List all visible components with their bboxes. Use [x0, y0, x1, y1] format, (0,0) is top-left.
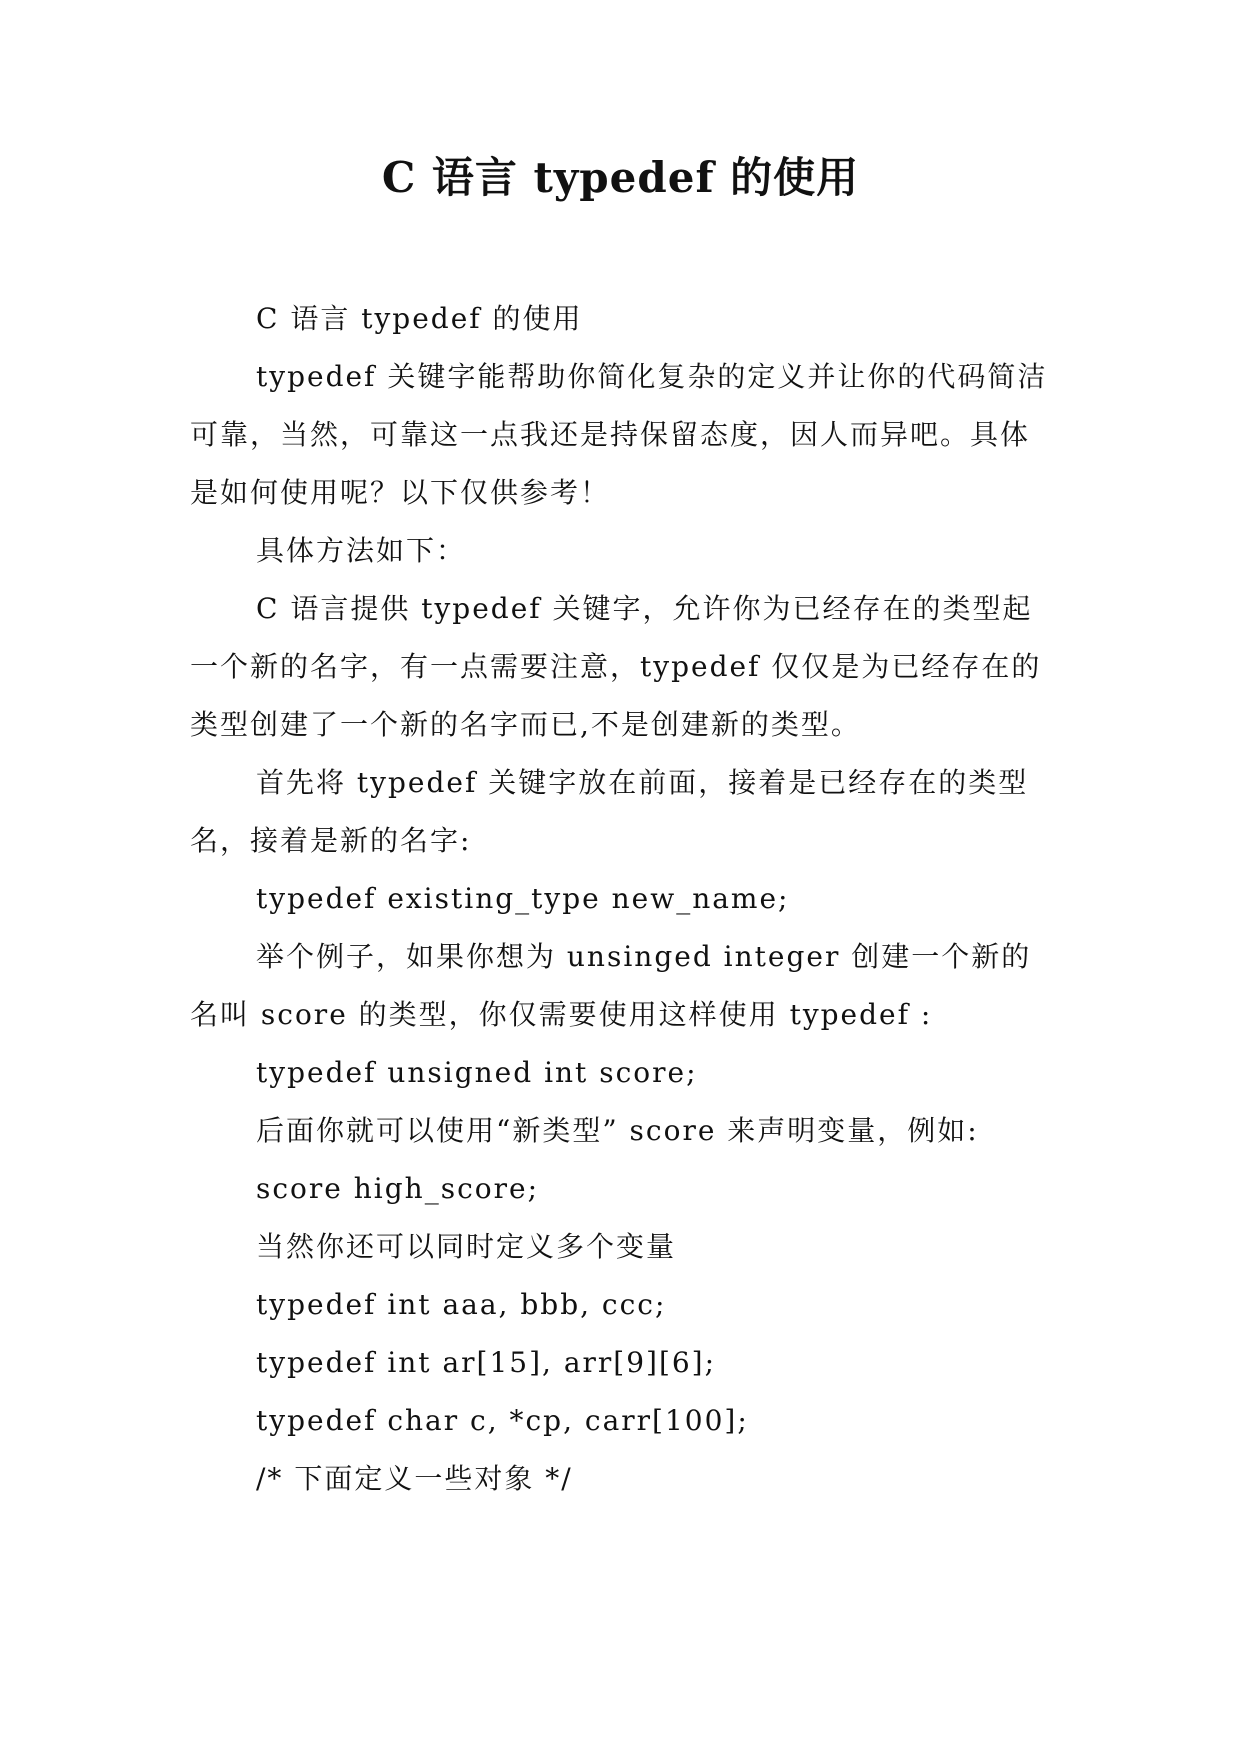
- paragraph-usage-description: 后面你就可以使用“新类型” score 来声明变量，例如:: [256, 1114, 979, 1147]
- code-line-char-aliases: typedef char c, *cp, carr[100];: [256, 1404, 749, 1437]
- document-body: [190, 290, 1050, 1508]
- paragraph-example-description: 举个例子，如果你想为 unsinged integer 创建一个新的名叫 score 的类型，你仅需要使用这样使用 typedef :: [190, 940, 1032, 1031]
- paragraph-intro: typedef 关键字能帮助你简化复杂的定义并让你的代码简洁可靠，当然，可靠这一点我还是持保留态度，因人而异吧。具体是如何使用呢？以下仅供参考！: [190, 360, 1048, 509]
- code-line-high-score: score high_score;: [256, 1172, 540, 1205]
- paragraph-heading-repeat: C 语言 typedef 的使用: [256, 302, 583, 335]
- code-line-score-typedef: typedef unsigned int score;: [256, 1056, 698, 1089]
- code-line-array-aliases: typedef int ar[15], arr[9][6];: [256, 1346, 717, 1379]
- paragraph-syntax-description: 首先将 typedef 关键字放在前面，接着是已经存在的类型名，接着是新的名字:: [190, 766, 1029, 857]
- code-line-int-aliases: typedef int aaa, bbb, ccc;: [256, 1288, 667, 1321]
- paragraph-multiple-definitions: 当然你还可以同时定义多个变量: [256, 1230, 677, 1263]
- paragraph-typedef-explanation: C 语言提供 typedef 关键字，允许你为已经存在的类型起一个新的名字，有一点需要注意，typedef 仅仅是为已经存在的类型创建了一个新的名字而已,不是创建新的类型。: [190, 592, 1042, 741]
- code-line-comment: /* 下面定义一些对象 */: [256, 1462, 573, 1495]
- document-title: C 语言 typedef 的使用: [381, 153, 860, 202]
- paragraph-method-heading: 具体方法如下：: [256, 534, 467, 567]
- code-line-syntax: typedef existing_type new_name;: [256, 882, 790, 915]
